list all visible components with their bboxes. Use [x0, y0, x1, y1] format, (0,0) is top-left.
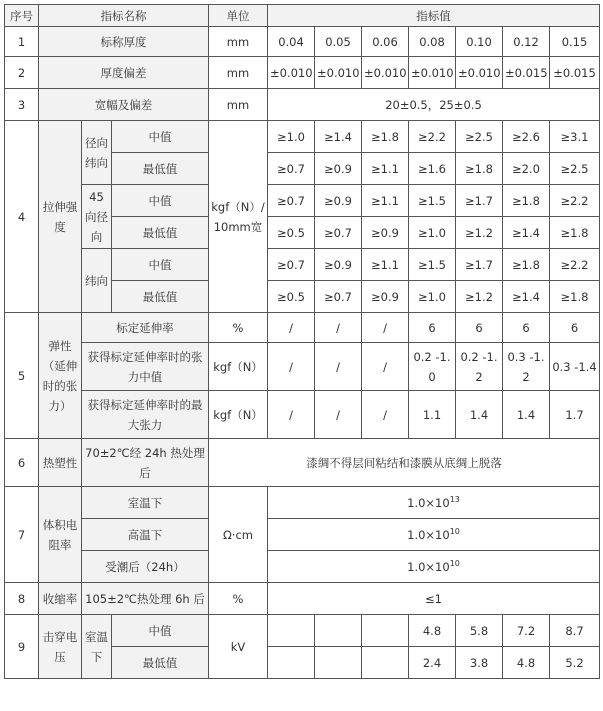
unit-cell: % [209, 313, 268, 343]
value-cell: 0.08 [409, 27, 456, 57]
value-cell: ≥0.9 [315, 153, 362, 185]
value-cell: ≥1.1 [362, 249, 409, 281]
value-cell: ≥0.9 [315, 185, 362, 217]
value-cell: ±0.010 [362, 57, 409, 89]
resistivity-exponent: 10 [449, 558, 460, 568]
value-cell: ≥0.9 [362, 281, 409, 313]
value-cell: 6 [550, 313, 600, 343]
seq-cell: 8 [5, 583, 39, 615]
value-cell [268, 615, 315, 647]
value-cell: 0.2 -1.0 [409, 343, 456, 391]
value-cell: ≥2.0 [503, 153, 550, 185]
row-4-mid3 [5, 249, 600, 281]
seq-cell: 6 [5, 439, 39, 487]
value-cell [315, 647, 362, 679]
condition-label: 室温下 [82, 487, 209, 519]
sub-label: 最低值 [112, 153, 209, 185]
value-cell: 6 [409, 313, 456, 343]
row-8 [5, 583, 600, 615]
value-cell: 3.8 [456, 647, 503, 679]
value-cell: ≥1.8 [503, 249, 550, 281]
value-cell: 0.3 -1.4 [550, 343, 600, 391]
value-cell: ±0.010 [268, 57, 315, 89]
value-cell: 5.2 [550, 647, 600, 679]
header-row [5, 5, 600, 27]
value-cell: ≥1.4 [503, 217, 550, 249]
direction-label: 径向纬向 [82, 121, 112, 185]
unit-cell: kV [209, 615, 268, 679]
value-cell: ±0.015 [550, 57, 600, 89]
value-cell: ≥0.5 [268, 281, 315, 313]
value-cell: / [362, 313, 409, 343]
row-2 [5, 57, 600, 89]
seq-cell: 3 [5, 89, 39, 121]
value-cell: 8.7 [550, 615, 600, 647]
value-cell: ≥1.4 [503, 281, 550, 313]
condition-label: 室温下 [82, 615, 112, 679]
sub-label: 获得标定延伸率时的最大张力 [82, 391, 209, 439]
value-cell: 0.06 [362, 27, 409, 57]
value-cell: / [315, 313, 362, 343]
value-cell: 0.3 -1.2 [503, 343, 550, 391]
value-cell: ±0.015 [503, 57, 550, 89]
value-cell: ≥1.8 [550, 217, 600, 249]
value-cell: ≥1.0 [409, 281, 456, 313]
seq-cell: 4 [5, 121, 39, 313]
unit-cell: kgf（N） [209, 343, 268, 391]
header-name: 指标名称 [39, 5, 209, 27]
shrinkage-value: ≤1 [268, 583, 600, 615]
item-name: 弹性（延伸时的张力） [39, 313, 82, 439]
value-cell: ≥2.2 [409, 121, 456, 153]
sub-label: 获得标定延伸率时的张力中值 [82, 343, 209, 391]
row-5-median [5, 343, 600, 391]
row-7-humid [5, 551, 600, 583]
value-cell: / [268, 343, 315, 391]
thermoplastic-value: 漆绸不得层间粘结和漆膜从底绸上脱落 [209, 439, 600, 487]
row-7-high [5, 519, 600, 551]
unit-cell: mm [209, 27, 268, 57]
value-cell [268, 647, 315, 679]
condition-label: 高温下 [82, 519, 209, 551]
unit-cell: Ω·cm [209, 487, 268, 583]
value-cell: ≥1.0 [409, 217, 456, 249]
value-cell: ≥1.0 [268, 121, 315, 153]
value-cell: ≥2.5 [550, 153, 600, 185]
value-cell [315, 615, 362, 647]
row-4-mid2 [5, 185, 600, 217]
value-cell: 1.1 [409, 391, 456, 439]
item-name: 热塑性 [39, 439, 82, 487]
row-5-max [5, 391, 600, 439]
value-cell: ≥1.1 [362, 185, 409, 217]
resistivity-value [268, 519, 600, 551]
direction-label: 纬向 [82, 249, 112, 313]
row-1 [5, 27, 600, 57]
direction-label: 45 向径向 [82, 185, 112, 249]
width-value: 20±0.5，25±0.5 [268, 89, 600, 121]
item-name: 宽幅及偏差 [39, 89, 209, 121]
resistivity-value [268, 487, 600, 519]
value-cell: ≥0.7 [315, 281, 362, 313]
item-name: 击穿电压 [39, 615, 82, 679]
value-cell: ≥0.7 [268, 185, 315, 217]
value-cell: 1.4 [456, 391, 503, 439]
value-cell: 5.8 [456, 615, 503, 647]
value-cell: / [362, 343, 409, 391]
value-cell: 1.7 [550, 391, 600, 439]
sub-label: 中值 [112, 249, 209, 281]
row-7 [5, 487, 600, 519]
value-cell: ≥1.2 [456, 281, 503, 313]
value-cell: ≥2.5 [456, 121, 503, 153]
row-3 [5, 89, 600, 121]
value-cell: ≥1.6 [409, 153, 456, 185]
value-cell: ≥1.8 [362, 121, 409, 153]
value-cell: 0.10 [456, 27, 503, 57]
seq-cell: 7 [5, 487, 39, 583]
value-cell [362, 615, 409, 647]
value-cell: 0.15 [550, 27, 600, 57]
value-cell: ≥0.7 [268, 153, 315, 185]
unit-cell: % [209, 583, 268, 615]
item-name: 拉伸强度 [39, 121, 82, 313]
value-cell: ≥0.7 [268, 249, 315, 281]
sub-label: 最低值 [112, 281, 209, 313]
value-cell: / [315, 391, 362, 439]
value-cell: ≥0.5 [268, 217, 315, 249]
condition-label: 105±2℃热处理 6h 后 [82, 583, 209, 615]
seq-cell: 2 [5, 57, 39, 89]
value-cell: ≥2.6 [503, 121, 550, 153]
row-5 [5, 313, 600, 343]
value-cell: ≥1.8 [456, 153, 503, 185]
sub-label: 最低值 [112, 647, 209, 679]
value-cell: ≥1.7 [456, 249, 503, 281]
value-cell: ±0.010 [409, 57, 456, 89]
value-cell: ≥2.2 [550, 185, 600, 217]
sub-label: 标定延伸率 [82, 313, 209, 343]
value-cell: 0.04 [268, 27, 315, 57]
item-name: 收缩率 [39, 583, 82, 615]
sub-label: 中值 [112, 121, 209, 153]
seq-cell: 9 [5, 615, 39, 679]
value-cell: ≥2.2 [550, 249, 600, 281]
value-cell: ≥3.1 [550, 121, 600, 153]
seq-cell: 1 [5, 27, 39, 57]
condition-label: 70±2℃经 24h 热处理后 [82, 439, 209, 487]
value-cell: ≥1.8 [503, 185, 550, 217]
value-cell [362, 647, 409, 679]
value-cell: ±0.010 [456, 57, 503, 89]
value-cell: ≥0.7 [315, 217, 362, 249]
spec-table [4, 4, 600, 679]
unit-cell: mm [209, 57, 268, 89]
value-cell: / [362, 391, 409, 439]
header-seq: 序号 [5, 5, 39, 27]
unit-cell: kgf（N） [209, 391, 268, 439]
resistivity-value [268, 551, 600, 583]
resistivity-base: 1.0×10 [407, 495, 450, 510]
unit-cell: mm [209, 89, 268, 121]
value-cell: ≥1.7 [456, 185, 503, 217]
item-name: 标称厚度 [39, 27, 209, 57]
value-cell: ≥1.5 [409, 249, 456, 281]
sub-label: 中值 [112, 185, 209, 217]
header-value: 指标值 [268, 5, 600, 27]
value-cell: 6 [456, 313, 503, 343]
value-cell: 6 [503, 313, 550, 343]
value-cell: ≥0.9 [315, 249, 362, 281]
value-cell: 4.8 [503, 647, 550, 679]
resistivity-base: 1.0×10 [407, 527, 450, 542]
sub-label: 中值 [112, 615, 209, 647]
value-cell: 1.4 [503, 391, 550, 439]
value-cell: / [268, 391, 315, 439]
condition-label: 受潮后（24h） [82, 551, 209, 583]
value-cell: 0.05 [315, 27, 362, 57]
value-cell: 2.4 [409, 647, 456, 679]
row-9 [5, 615, 600, 647]
sub-label: 最低值 [112, 217, 209, 249]
item-name: 体积电阻率 [39, 487, 82, 583]
row-4 [5, 121, 600, 153]
seq-cell: 5 [5, 313, 39, 439]
resistivity-exponent: 13 [449, 494, 460, 504]
value-cell: ≥1.4 [315, 121, 362, 153]
value-cell: / [268, 313, 315, 343]
value-cell: ≥1.1 [362, 153, 409, 185]
value-cell: ±0.010 [315, 57, 362, 89]
value-cell: ≥1.5 [409, 185, 456, 217]
value-cell: 0.2 -1.2 [456, 343, 503, 391]
value-cell: ≥1.8 [550, 281, 600, 313]
value-cell: 7.2 [503, 615, 550, 647]
value-cell: 0.12 [503, 27, 550, 57]
unit-cell: kgf（N）/10mm宽 [209, 121, 268, 313]
value-cell: 4.8 [409, 615, 456, 647]
resistivity-base: 1.0×10 [407, 559, 450, 574]
row-6 [5, 439, 600, 487]
value-cell: ≥0.9 [362, 217, 409, 249]
item-name: 厚度偏差 [39, 57, 209, 89]
header-unit: 单位 [209, 5, 268, 27]
value-cell: / [315, 343, 362, 391]
resistivity-exponent: 10 [449, 526, 460, 536]
value-cell: ≥1.2 [456, 217, 503, 249]
